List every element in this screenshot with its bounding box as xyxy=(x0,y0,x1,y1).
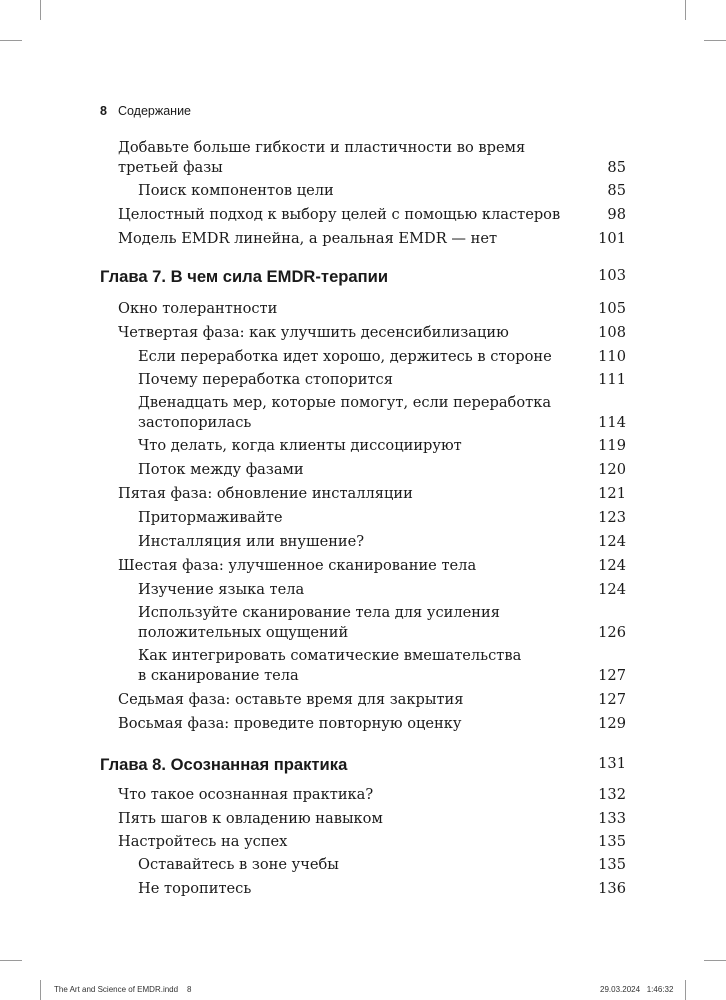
toc-entry-title: Пять шагов к овладению навыком xyxy=(118,810,383,827)
toc-page-number: 121 xyxy=(598,485,626,502)
toc-page-number: 135 xyxy=(598,833,626,850)
running-head-title: Содержание xyxy=(117,104,192,118)
toc-entry-title: Целостный подход к выбору целей с помощью кластеров xyxy=(118,206,561,223)
toc-page-number: 105 xyxy=(598,300,626,317)
running-head xyxy=(100,104,191,118)
toc-page-number: 132 xyxy=(598,786,626,803)
toc-page-number: 120 xyxy=(598,461,626,478)
toc-entry-title: Не торопитесь xyxy=(138,880,252,897)
toc-entry-title: Если переработка идет хорошо, держитесь в стороне xyxy=(138,348,552,365)
toc-entry xyxy=(100,580,626,600)
page-number: 8 xyxy=(100,104,107,118)
toc-entry-title: третьей фазы xyxy=(118,159,223,176)
toc-page-number: 108 xyxy=(598,324,626,341)
toc-entry-title: Настройтесь на успех xyxy=(118,833,288,850)
crop-mark-right-bottom xyxy=(704,960,726,961)
toc-page-number: 98 xyxy=(607,206,626,223)
toc-entry-title: Двенадцать мер, которые помогут, если переработка xyxy=(138,394,552,411)
toc-entry xyxy=(100,460,626,480)
toc-entry xyxy=(100,809,626,829)
toc-page-number: 127 xyxy=(598,691,626,708)
toc-entry xyxy=(100,879,626,899)
toc-page-number: 136 xyxy=(598,880,626,897)
toc-entry-title: Поиск компонентов цели xyxy=(138,182,334,199)
toc-page-number: 124 xyxy=(598,533,626,550)
toc-page-number: 124 xyxy=(598,557,626,574)
toc-page-number: 110 xyxy=(598,348,626,365)
toc-entry xyxy=(100,229,626,249)
toc-entry xyxy=(100,347,626,367)
toc-entry-title: Окно толерантности xyxy=(118,300,278,317)
footer-file-name: The Art and Science of EMDR.indd xyxy=(54,985,179,994)
footer-date: 29.03.2024 xyxy=(600,985,641,994)
toc-entry-title: положительных ощущений xyxy=(138,624,349,641)
toc-entry xyxy=(100,181,626,201)
toc-page-number: 103 xyxy=(598,267,626,284)
toc-entry xyxy=(100,436,626,456)
toc-chapter-title: Глава 7. В чем сила EMDR-терапии xyxy=(100,267,389,286)
toc-page-number: 124 xyxy=(598,581,626,598)
toc-chapter-title: Глава 8. Осознанная практика xyxy=(100,755,348,774)
toc-entry xyxy=(100,855,626,875)
toc-entry-title: в сканирование тела xyxy=(138,667,299,684)
footer-page: 8 xyxy=(186,985,192,994)
toc-page-number: 126 xyxy=(598,624,626,641)
toc-entry-title: Используйте сканирование тела для усиления xyxy=(138,604,500,621)
toc-entry xyxy=(100,138,626,178)
crop-mark-right-top xyxy=(704,40,726,41)
toc-entry xyxy=(100,370,626,390)
crop-mark-bottom-right xyxy=(685,980,686,1000)
toc-entry xyxy=(100,323,626,343)
toc-entry xyxy=(100,299,626,319)
crop-mark-left-top xyxy=(0,40,22,41)
toc-entry xyxy=(100,205,626,225)
toc-entry-title: Поток между фазами xyxy=(138,461,304,478)
footer-file-info xyxy=(54,985,191,994)
toc-page-number: 127 xyxy=(598,667,626,684)
toc-entry-title: Оставайтесь в зоне учебы xyxy=(138,856,339,873)
toc-entry xyxy=(100,832,626,852)
toc-entry-title: Изучение языка тела xyxy=(138,581,305,598)
toc-entry xyxy=(100,556,626,576)
crop-mark-bottom-left xyxy=(40,980,41,1000)
toc-entry-title: Притормаживайте xyxy=(138,509,283,526)
toc-page-number: 123 xyxy=(598,509,626,526)
toc-entry-title: Что такое осознанная практика? xyxy=(118,786,374,803)
toc-entry xyxy=(100,484,626,504)
toc-entry xyxy=(100,785,626,805)
crop-mark-left-bottom xyxy=(0,960,22,961)
toc-entry xyxy=(100,714,626,734)
toc-page-number: 111 xyxy=(598,371,626,388)
toc-chapter-entry xyxy=(100,267,626,287)
toc-page-number: 135 xyxy=(598,856,626,873)
toc-entry xyxy=(100,532,626,552)
toc-page-number: 85 xyxy=(607,182,626,199)
toc-entry-title: Почему переработка стопорится xyxy=(138,371,393,388)
toc-entry-title: Что делать, когда клиенты диссоциируют xyxy=(138,437,462,454)
toc-entry xyxy=(100,393,626,433)
toc-entry xyxy=(100,508,626,528)
toc-page-number: 114 xyxy=(598,414,626,431)
toc-page-number: 101 xyxy=(598,230,626,247)
footer-timestamp xyxy=(600,985,673,994)
toc-entry-title: Четвертая фаза: как улучшить десенсибилизацию xyxy=(118,324,509,341)
toc-page-number: 85 xyxy=(607,159,626,176)
toc-page-number: 129 xyxy=(598,715,626,732)
toc-entry-title: Шестая фаза: улучшенное сканирование тела xyxy=(118,557,477,574)
toc-entry-title: Седьмая фаза: оставьте время для закрытия xyxy=(118,691,464,708)
toc-page-number: 131 xyxy=(598,755,626,772)
toc-entry xyxy=(100,690,626,710)
toc-page-number: 119 xyxy=(598,437,626,454)
toc-entry-title: Восьмая фаза: проведите повторную оценку xyxy=(118,715,462,732)
crop-mark-top-right xyxy=(685,0,686,20)
toc-entry-title: Как интегрировать соматические вмешательства xyxy=(138,647,522,664)
toc-entry-title: Пятая фаза: обновление инсталляции xyxy=(118,485,413,502)
toc-entry-title: Инсталляция или внушение? xyxy=(138,533,365,550)
crop-mark-top-left xyxy=(40,0,41,20)
toc-entry xyxy=(100,603,626,643)
toc-chapter-entry xyxy=(100,755,626,775)
toc-entry xyxy=(100,646,626,686)
toc-page-number: 133 xyxy=(598,810,626,827)
toc-entry-title: Добавьте больше гибкости и пластичности во время xyxy=(118,139,526,156)
footer-time: 1:46:32 xyxy=(646,985,674,994)
toc-entry-title: Модель EMDR линейна, а реальная EMDR — нет xyxy=(118,230,498,247)
toc-entry-title: застопорилась xyxy=(138,414,252,431)
